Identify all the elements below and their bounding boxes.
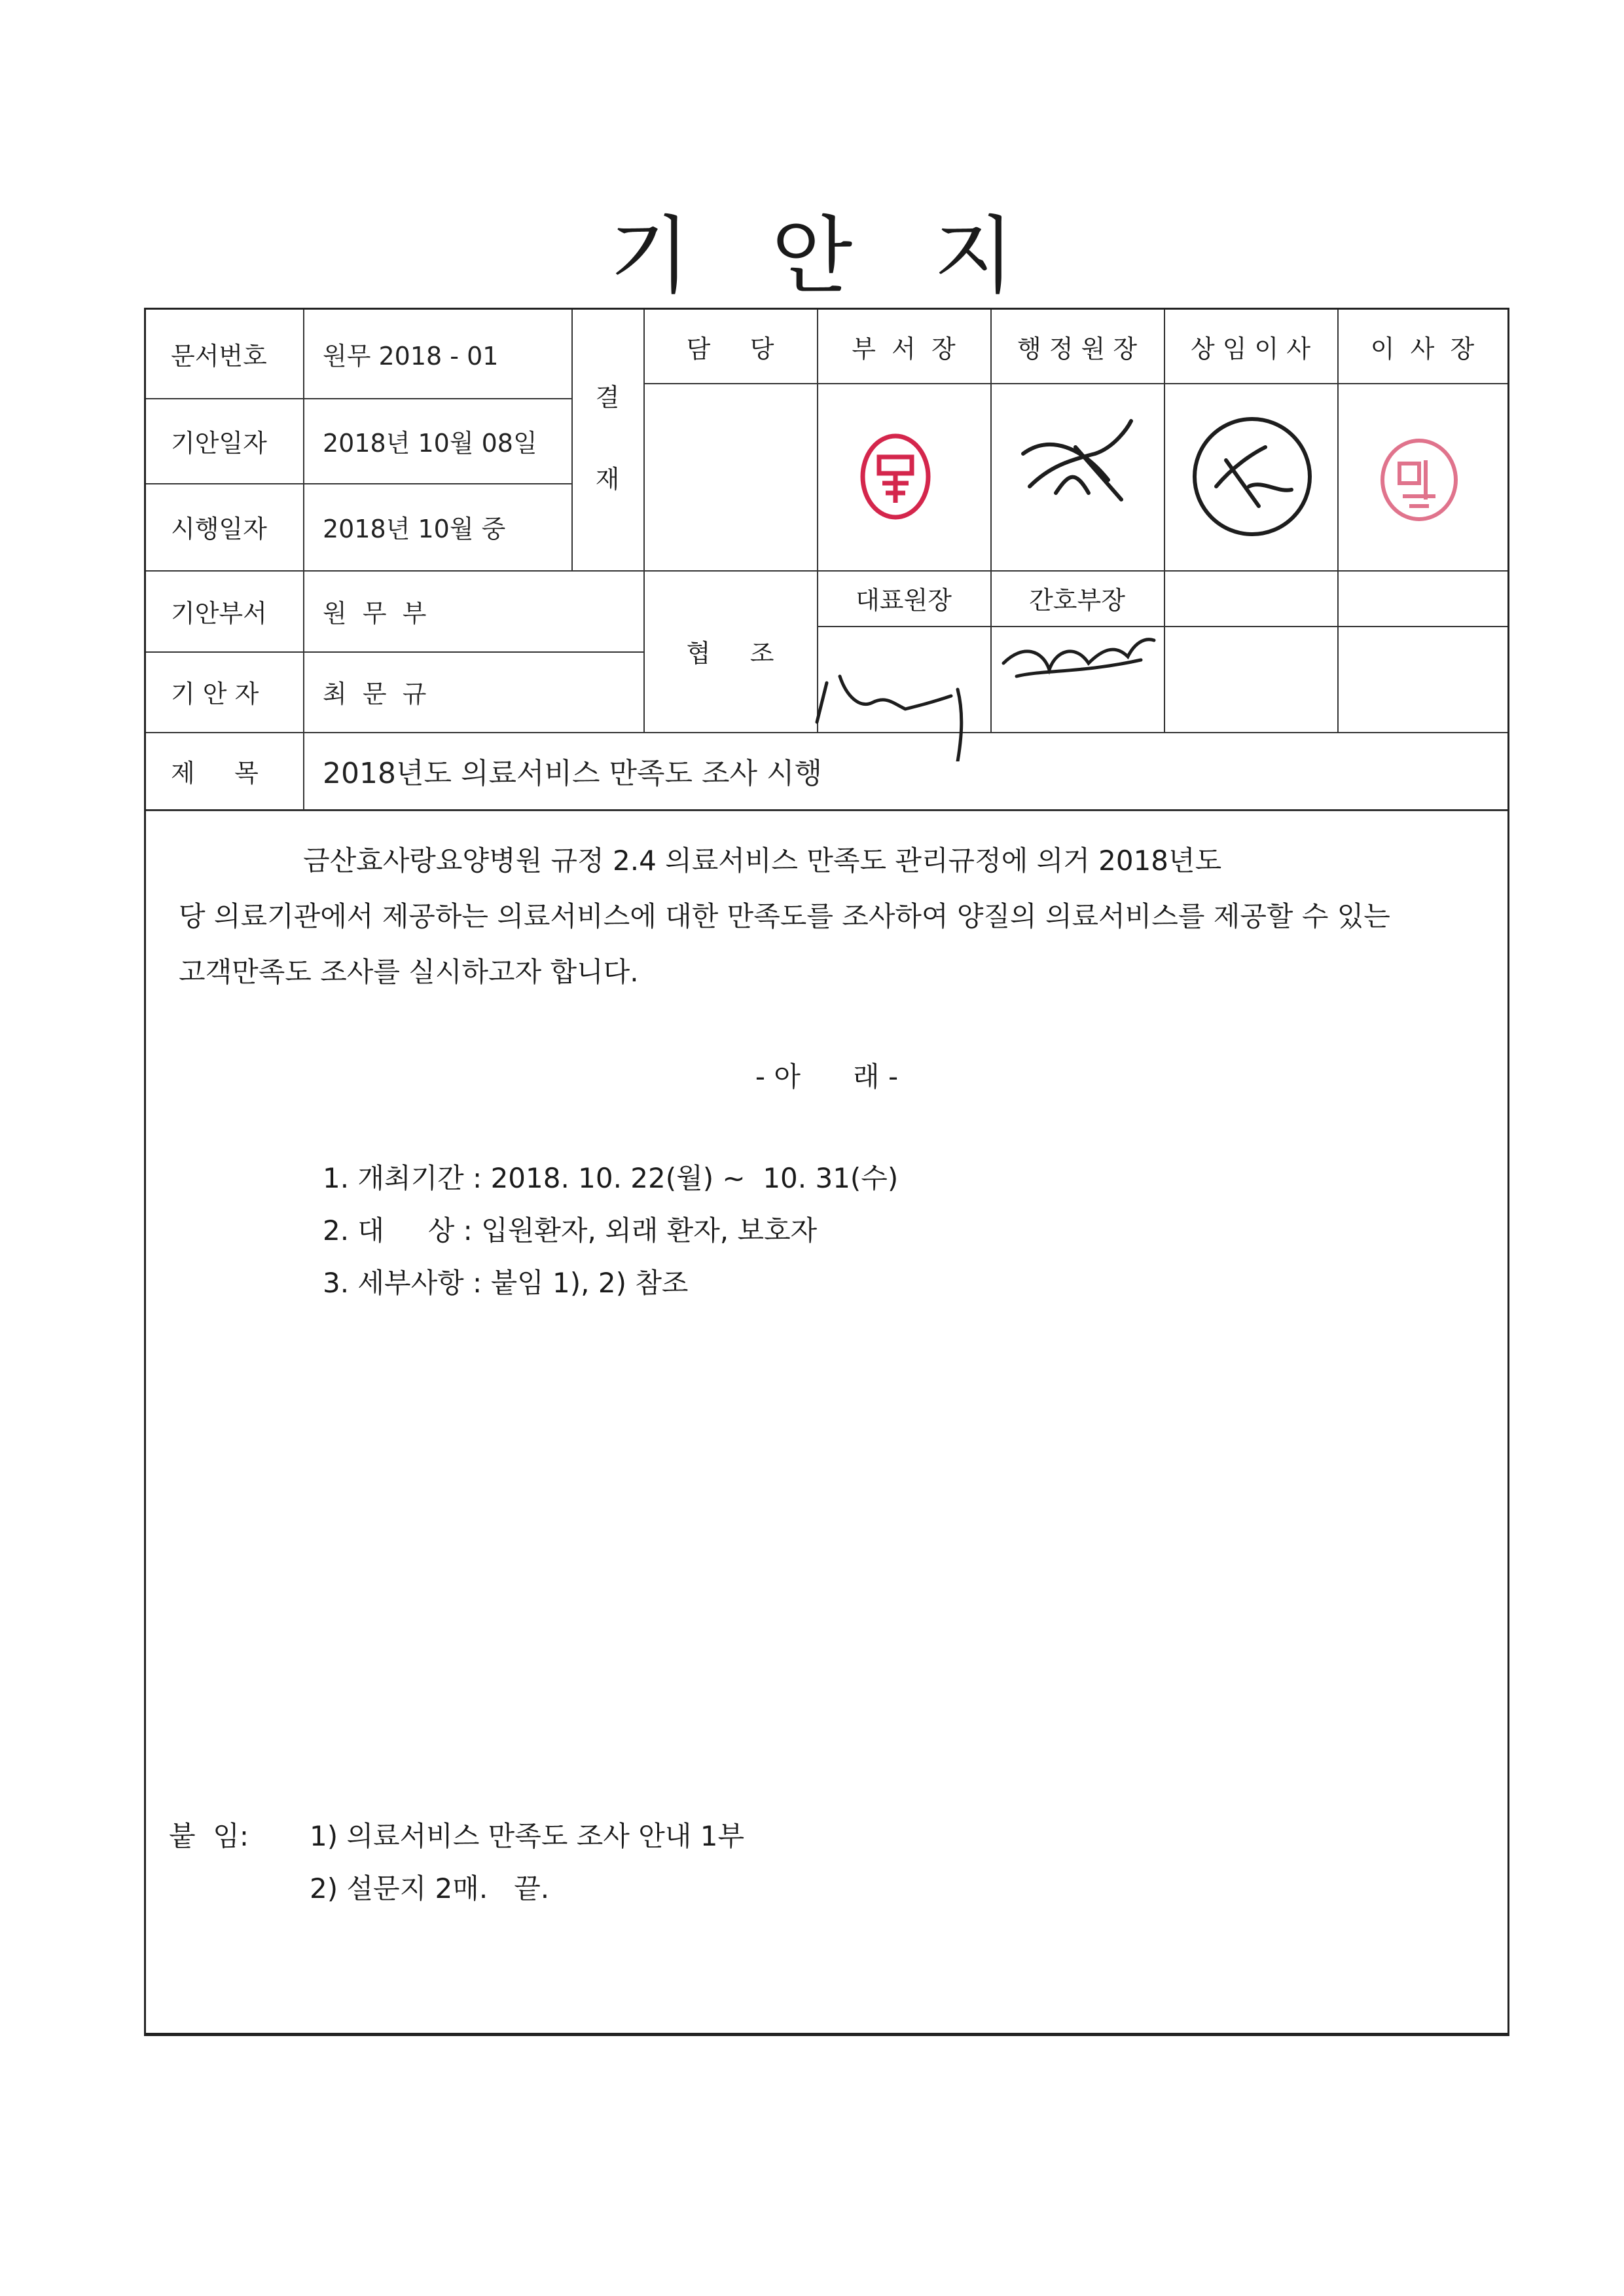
signature-managing-director — [1187, 408, 1318, 545]
approval-role-3: 행 정 원 장 — [1017, 334, 1138, 363]
draft-dept-value: 원 무 부 — [323, 598, 427, 628]
red-seal-stamp-1 — [856, 428, 935, 526]
subject-value: 2018년도 의료서비스 만족도 조사 시행 — [323, 757, 822, 790]
cooperation-label: 협 조 — [686, 639, 774, 668]
draft-date-label: 기안일자 — [171, 428, 267, 458]
approval-label-top: 결 — [595, 382, 620, 412]
exec-date-label: 시행일자 — [171, 515, 267, 543]
frame-bottom-line — [144, 2033, 1509, 2036]
item-3: 3. 세부사항 : 붙임 1), 2) 참조 — [323, 1267, 689, 1299]
cooperation-role-2: 간호부장 — [1029, 586, 1125, 615]
drafter-label: 기 안 자 — [171, 680, 259, 708]
red-seal-stamp-2 — [1377, 434, 1462, 526]
attachment-label: 붙 임: — [169, 1820, 249, 1852]
signature-nursing-director — [990, 624, 1161, 702]
draft-dept-label: 기안부서 — [171, 598, 267, 628]
doc-number-value: 원무 2018 - 01 — [323, 342, 499, 371]
draft-date-value: 2018년 10월 08일 — [323, 428, 537, 458]
approval-role-1: 담 당 — [686, 334, 774, 363]
doc-number-label: 문서번호 — [171, 342, 267, 371]
title-char-1: 기 — [609, 208, 691, 305]
cooperation-role-1: 대표원장 — [856, 586, 952, 615]
title-char-2: 안 — [771, 208, 853, 305]
approval-role-2: 부 서 장 — [852, 334, 956, 363]
approval-label-bottom: 재 — [595, 464, 620, 494]
item-1: 1. 개최기간 : 2018. 10. 22(월) ~ 10. 31(수) — [323, 1162, 899, 1194]
body-line-3: 고객만족도 조사를 실시하고자 합니다. — [179, 956, 639, 988]
title-char-3: 지 — [933, 208, 1015, 305]
approval-role-4: 상 임 이 사 — [1190, 334, 1311, 363]
attachment-2: 2) 설문지 2매. 끝. — [310, 1872, 550, 1904]
document-frame — [144, 308, 1509, 2035]
body-line-2: 당 의료기관에서 제공하는 의료서비스에 대한 만족도를 조사하여 양질의 의료서비스를 제공할 수 있는 — [179, 900, 1390, 932]
body-line-1: 금산효사랑요양병원 규정 2.4 의료서비스 만족도 관리규정에 의거 2018년도 — [303, 845, 1222, 877]
notice-heading: - 아 래 - — [755, 1061, 899, 1093]
exec-date-value: 2018년 10월 중 — [323, 515, 506, 543]
approval-role-5: 이 사 장 — [1370, 334, 1475, 363]
item-2: 2. 대 상 : 입원환자, 외래 환자, 보호자 — [323, 1214, 818, 1247]
drafter-value: 최 문 규 — [323, 680, 427, 708]
document-title — [0, 196, 1624, 305]
signature-admin-director — [1010, 408, 1141, 519]
attachment-1: 1) 의료서비스 만족도 조사 안내 1부 — [310, 1820, 745, 1852]
signature-ceo — [801, 630, 997, 761]
subject-label: 제 목 — [171, 758, 259, 788]
